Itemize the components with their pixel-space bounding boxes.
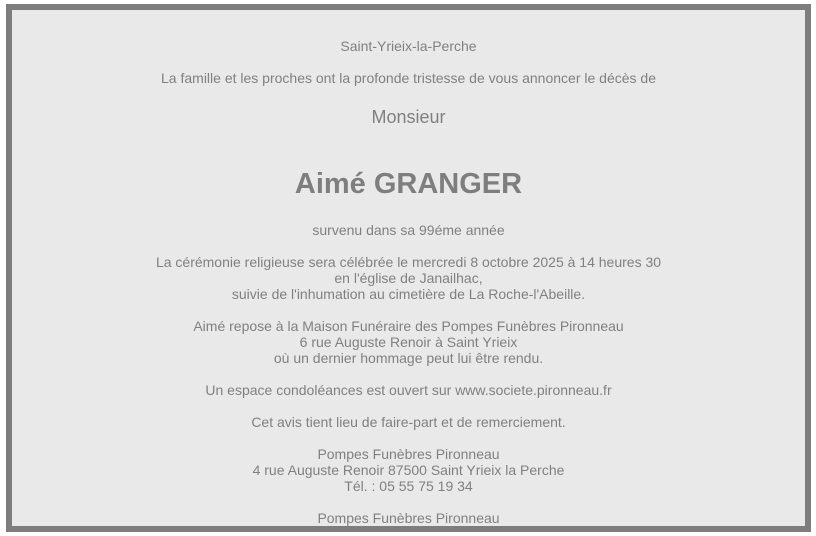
- death-notice-panel: [6, 4, 811, 532]
- repose-line-1: Aimé repose à la Maison Funéraire des Pompes Funèbres Pironneau: [193, 318, 624, 334]
- intro-line: La famille et les proches ont la profonde tristesse de vous annoncer le décès de: [161, 70, 656, 86]
- ceremony-details: [42, 254, 775, 302]
- footer-line: Pompes Funèbres Pironneau: [317, 510, 500, 526]
- funeral-home-name: Pompes Funèbres Pironneau: [317, 446, 500, 462]
- funeral-home-address: 4 rue Auguste Renoir 87500 Saint Yrieix la Perche: [252, 462, 565, 478]
- ceremony-line-2: en l'église de Janailhac,: [334, 270, 483, 286]
- age-line: survenu dans sa 99éme année: [312, 222, 505, 238]
- notice-line: Cet avis tient lieu de faire-part et de remerciement.: [251, 414, 566, 430]
- ceremony-line-3: suivie de l'inhumation au cimetière de La Roche-l'Abeille.: [231, 286, 586, 302]
- funeral-home-contact: [42, 446, 775, 494]
- civility-line: Monsieur: [371, 107, 446, 127]
- repose-line-2: 6 rue Auguste Renoir à Saint Yrieix: [299, 334, 518, 350]
- ceremony-line-1: La cérémonie religieuse sera célébrée le mercredi 8 octobre 2025 à 14 heures 30: [155, 254, 662, 270]
- deceased-name: Aimé GRANGER: [294, 168, 523, 200]
- repose-line-3: où un dernier hommage peut lui être rendu.: [273, 350, 544, 366]
- funeral-home-phone: Tél. : 05 55 75 19 34: [344, 478, 473, 494]
- repose-details: [42, 318, 775, 366]
- condolences-line: Un espace condoléances est ouvert sur www.societe.pironneau.fr: [205, 382, 612, 398]
- city-line: Saint-Yrieix-la-Perche: [340, 38, 477, 54]
